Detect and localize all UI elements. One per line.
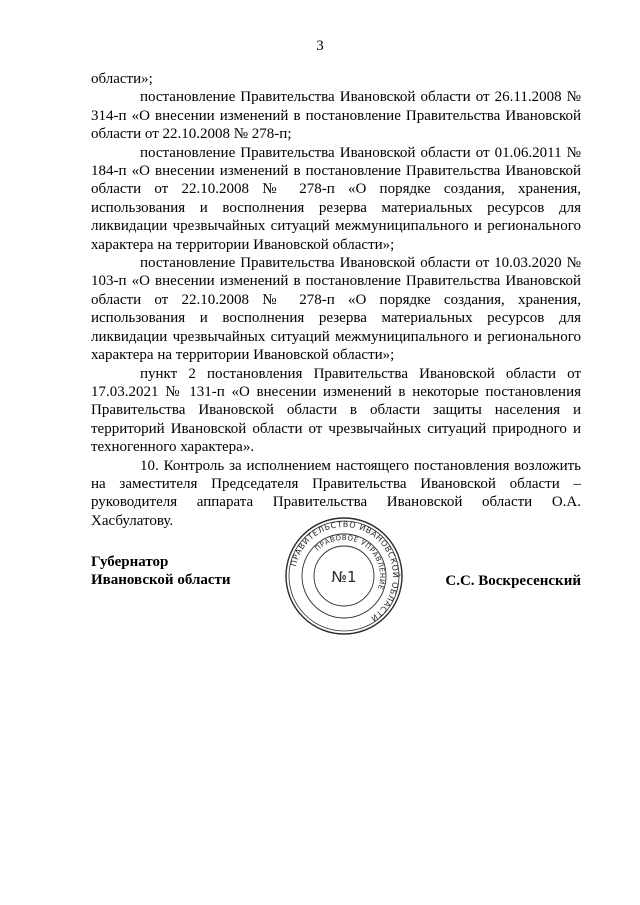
stamp-outer-text: ПРАВИТЕЛЬСТВО ИВАНОВСКОЙ ОБЛАСТИ	[288, 519, 401, 624]
paragraph-control-clause: 10. Контроль за исполнением настоящего постановления возложить на заместителя Председателя Правительства Ивановской области – руководителя аппарата Правительства Ивановской области О.А. Хасбулатову.	[91, 457, 581, 529]
page-number: 3	[316, 38, 324, 54]
signature-title-line1: Губернатор	[91, 554, 169, 570]
paragraph-resolution-2011: постановление Правительства Ивановской области от 01.06.2011 № 184-п «О внесении изменений в постановление Правительства Ивановской области от 22.10.2008 № 278-п «О порядке создания, хранения, использования и восполнения резерва материальных ресурсов для ликвидации чрезвычайных ситуаций межмуниципального и регионального характера на территории Ивановской области»;	[91, 144, 581, 253]
paragraph-resolution-2008: постановление Правительства Ивановской области от 26.11.2008 № 314-п «О внесении изменений в постановление Правительства Ивановской области от 22.10.2008 № 278-п;	[91, 89, 581, 143]
stamp-graphic	[283, 515, 405, 637]
signature-name: С.С. Воскресенский	[445, 573, 581, 589]
document-body	[91, 70, 581, 530]
signature-title	[91, 553, 231, 590]
paragraph-continuation: области»;	[91, 71, 153, 87]
paragraph-resolution-2020: постановление Правительства Ивановской области от 10.03.2020 № 103-п «О внесении изменений в постановление Правительства Ивановской области от 22.10.2008 № 278-п «О порядке создания, хранения, использования и восполнения резерва материальных ресурсов для ликвидации чрезвычайных ситуаций межмуниципального и регионального характера на территории Ивановской области»;	[91, 255, 581, 364]
official-stamp	[283, 515, 405, 637]
stamp-inner-text: ПРАВОВОЕ УПРАВЛЕНИЕ	[313, 533, 387, 591]
stamp-center-number: №1	[331, 568, 357, 586]
paragraph-resolution-2021: пункт 2 постановления Правительства Ивановской области от 17.03.2021 № 131-п «О внесении изменений в некоторые постановления Правительства Ивановской области в области защиты населения и территорий Ивановской области от чрезвычайных ситуаций природного и техногенного характера».	[91, 365, 581, 456]
signature-title-line2: Ивановской области	[91, 572, 231, 589]
